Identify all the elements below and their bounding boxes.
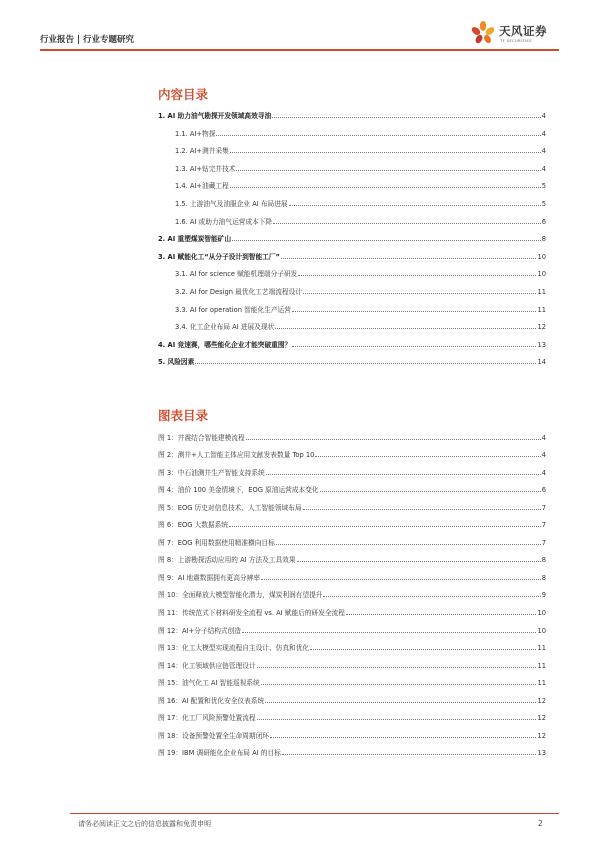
toc-entry[interactable] [158,231,546,243]
figure-entry[interactable] [158,482,546,494]
toc-entry-label: 5. 风险因素 [158,358,195,367]
figure-leader-dots [246,439,541,440]
figure-entry-page: 7 [541,521,546,530]
figure-entry-label: 图 13：化工大模型实现流程自主设计、仿真和优化 [158,644,310,653]
figure-entry[interactable] [158,605,546,617]
toc-entry[interactable] [175,266,546,278]
figure-entry-label: 图 7：EOG 利用数据使用精准横向目标 [158,538,275,547]
figure-entry-page: 4 [541,468,546,477]
figure-leader-dots [310,649,536,650]
toc-leader-dots [292,311,537,312]
toc-leader-dots [216,135,540,136]
toc-entry[interactable] [175,302,546,314]
toc-entry-page: 4 [541,164,546,173]
figure-entry[interactable] [158,552,546,564]
toc-entry[interactable] [175,319,546,331]
footer-divider [70,813,559,814]
figure-entry[interactable] [158,710,546,722]
toc-entry[interactable] [175,143,546,155]
figure-entry-page: 8 [541,556,546,565]
figure-entry-page: 7 [541,538,546,547]
toc-entry-page: 10 [537,252,546,261]
toc-entry[interactable] [158,354,546,366]
toc-leader-dots [236,170,540,171]
toc-leader-dots [230,152,541,153]
figure-leader-dots [323,596,540,597]
figure-entry-label: 图 18：设备预警处置全生命周期闭环 [158,731,269,740]
page-number: 2 [538,819,543,828]
figure-leader-dots [276,544,541,545]
toc-entry[interactable] [175,214,546,226]
company-logo [471,20,561,50]
figure-leader-dots [257,719,537,720]
figure-leader-dots [320,491,541,492]
figure-entry-page: 7 [541,503,546,512]
toc-leader-dots [303,293,537,294]
figure-leader-dots [346,614,537,615]
figure-entry[interactable] [158,430,546,442]
figure-entry[interactable] [158,623,546,635]
toc-entry-page: 6 [541,217,546,226]
figure-entry[interactable] [158,675,546,687]
figure-entry-page: 6 [541,486,546,495]
logo-flower-icon [471,20,495,46]
toc-entry-label: 3. AI 赋能化工“从分子设计到智能工厂” [158,252,280,261]
figure-entry-label: 图 11：传统范式下材料研发全流程 vs. AI 赋能后的研发全流程 [158,609,345,617]
toc-entry-label: 1.3. AI+钻完井技术 [175,164,236,173]
figure-entry[interactable] [158,693,546,705]
toc-leader-dots [230,187,541,188]
toc-entry-label: 1.4. AI+油藏工程 [175,182,229,191]
figure-entry[interactable] [158,728,546,740]
figure-entry-page: 4 [541,433,546,442]
toc-entry[interactable] [158,337,546,349]
toc-entry-page: 11 [537,288,546,296]
figure-entry[interactable] [158,535,546,547]
logo-name-cn: 天风证券 [499,24,547,38]
figure-entry-page: 9 [541,591,546,600]
toc-entry-label: 4. AI 竞速赛，哪些能化企业才能突破重围？ [158,340,292,349]
footer-disclaimer: 请务必阅读正文之后的信息披露和免责申明 [78,820,211,828]
toc-leader-dots [275,328,536,329]
report-category: 行业报告 | 行业专题研究 [40,35,135,45]
figure-entry-label: 图 17：化工厂风险预警处置流程 [158,714,256,723]
figures-title: 图表目录 [158,408,209,423]
toc-leader-dots [195,363,536,364]
figure-entry-page: 11 [537,679,546,688]
toc-entry[interactable] [175,196,546,208]
figure-entry-page: 11 [537,644,546,653]
toc-leader-dots [272,117,541,118]
toc-entry-label: 1.5. 上游油气及油服企业 AI 布局进展 [175,200,288,208]
figure-entry-page: 10 [537,609,546,617]
figure-leader-dots [261,684,537,685]
figure-leader-dots [261,579,541,580]
figure-entry-page: 12 [537,696,546,705]
toc-leader-dots [289,205,541,206]
figure-entry-label: 图 10：全面释放大模型智能化潜力，煤炭利润有望提升 [158,591,323,600]
figure-leader-dots [270,737,537,738]
toc-entry-page: 11 [537,305,546,314]
figure-entry-label: 图 6：EOG 大数据系统 [158,521,228,530]
figure-leader-dots [297,561,541,562]
figure-leader-dots [257,667,537,668]
figure-entry-page: 4 [541,451,546,460]
figure-entry[interactable] [158,658,546,670]
toc-entry-page: 5 [541,182,546,191]
figure-entry-page: 10 [537,626,546,635]
figure-entry[interactable] [158,465,546,477]
figure-entry-page: 12 [537,731,546,740]
toc-entry[interactable] [158,249,546,261]
figure-entry-label: 图 16：AI 配置和优化安全仪表系统 [158,696,265,705]
toc-entry-page: 8 [541,235,546,244]
figure-leader-dots [282,754,537,755]
figure-entry-label: 图 12：AI+分子结构式创造 [158,626,241,635]
figure-entry[interactable] [158,447,546,459]
toc-entry[interactable] [175,161,546,173]
figure-entry-page: 13 [537,749,546,758]
figure-leader-dots [315,456,540,457]
figure-entry-label: 图 19：IBM 调研能化企业布局 AI 的目标 [158,749,281,758]
toc-entry-page: 4 [541,129,546,138]
figure-entry-label: 图 2：测井+人工智能主体应用文献发表数量 Top 10 [158,451,315,460]
figure-leader-dots [242,632,537,633]
toc-leader-dots [298,275,536,276]
toc-entry-page: 12 [537,323,546,332]
toc-entry-page: 4 [541,112,546,120]
figure-entry-label: 图 14：化工领域供应链管理设计 [158,661,256,670]
toc-entry[interactable] [158,108,546,120]
toc-entry[interactable] [175,284,546,296]
figure-leader-dots [229,526,541,527]
toc-leader-dots [281,258,537,259]
figure-entry-page: 11 [537,661,546,670]
toc-entry-label: 2. AI 重塑煤炭智能矿山 [158,235,232,244]
toc-entry-page: 13 [537,340,546,349]
figure-entry[interactable] [158,587,546,599]
figure-entry-label: 图 4：油价 100 美金情境下，EOG 原油运营成本变化 [158,486,319,495]
figure-entry[interactable] [158,570,546,582]
figure-entry-page: 8 [541,573,546,582]
toc-entry-label: 1.1. AI+物探 [175,129,216,138]
logo-name-en: TF SECURITIES [500,38,532,43]
toc-entry[interactable] [175,126,546,138]
figure-leader-dots [265,702,536,703]
figure-entry-label: 图 9：AI 地震数据拥有更高分辨率 [158,573,260,582]
toc-entry-page: 5 [541,200,546,208]
figure-entry-label: 图 8：上游勘探活动应用的 AI 方法及工具效果 [158,556,296,565]
toc-leader-dots [232,240,541,241]
toc-entry-page: 10 [537,270,546,279]
toc-entry-label: 3.1. AI for science 赋能机理端分子研发 [175,270,298,279]
toc-entry-page: 4 [541,147,546,156]
figure-entry-page: 12 [537,714,546,723]
figure-leader-dots [266,474,541,475]
figure-entry-label: 图 15：油气化工 AI 智能巡视系统 [158,679,260,688]
toc-leader-dots [273,223,541,224]
figure-entry[interactable] [158,745,546,757]
figure-entry[interactable] [158,517,546,529]
toc-leader-dots [292,346,536,347]
figure-entry-label: 图 3：中石油测井生产智能支持系统 [158,468,265,477]
toc-entry-label: 3.4. 化工企业布局 AI 进展及现状 [175,323,275,332]
toc-entry-label: 3.2. AI for Design 最优化工艺端流程设计 [175,288,302,296]
toc-entry-page: 14 [537,358,546,367]
figure-leader-dots [303,509,541,510]
toc-title: 内容目录 [158,87,209,102]
toc-entry[interactable] [175,178,546,190]
figure-entry[interactable] [158,640,546,652]
toc-entry-label: 3.3. AI for operation 智能化生产运营 [175,305,291,314]
toc-entry-label: 1.2. AI+测井采集 [175,147,229,156]
toc-entry-label: 1. AI 助力油气勘探开发领域高效寻油 [158,112,272,120]
toc-entry-label: 1.6. AI 或助力油气运营成本下降 [175,217,273,226]
figure-entry-label: 图 5：EOG 历史对信息技术、人工智能领域布局 [158,503,302,512]
figure-entry[interactable] [158,500,546,512]
figure-entry-label: 图 1：井震结合智能建模流程 [158,433,245,442]
